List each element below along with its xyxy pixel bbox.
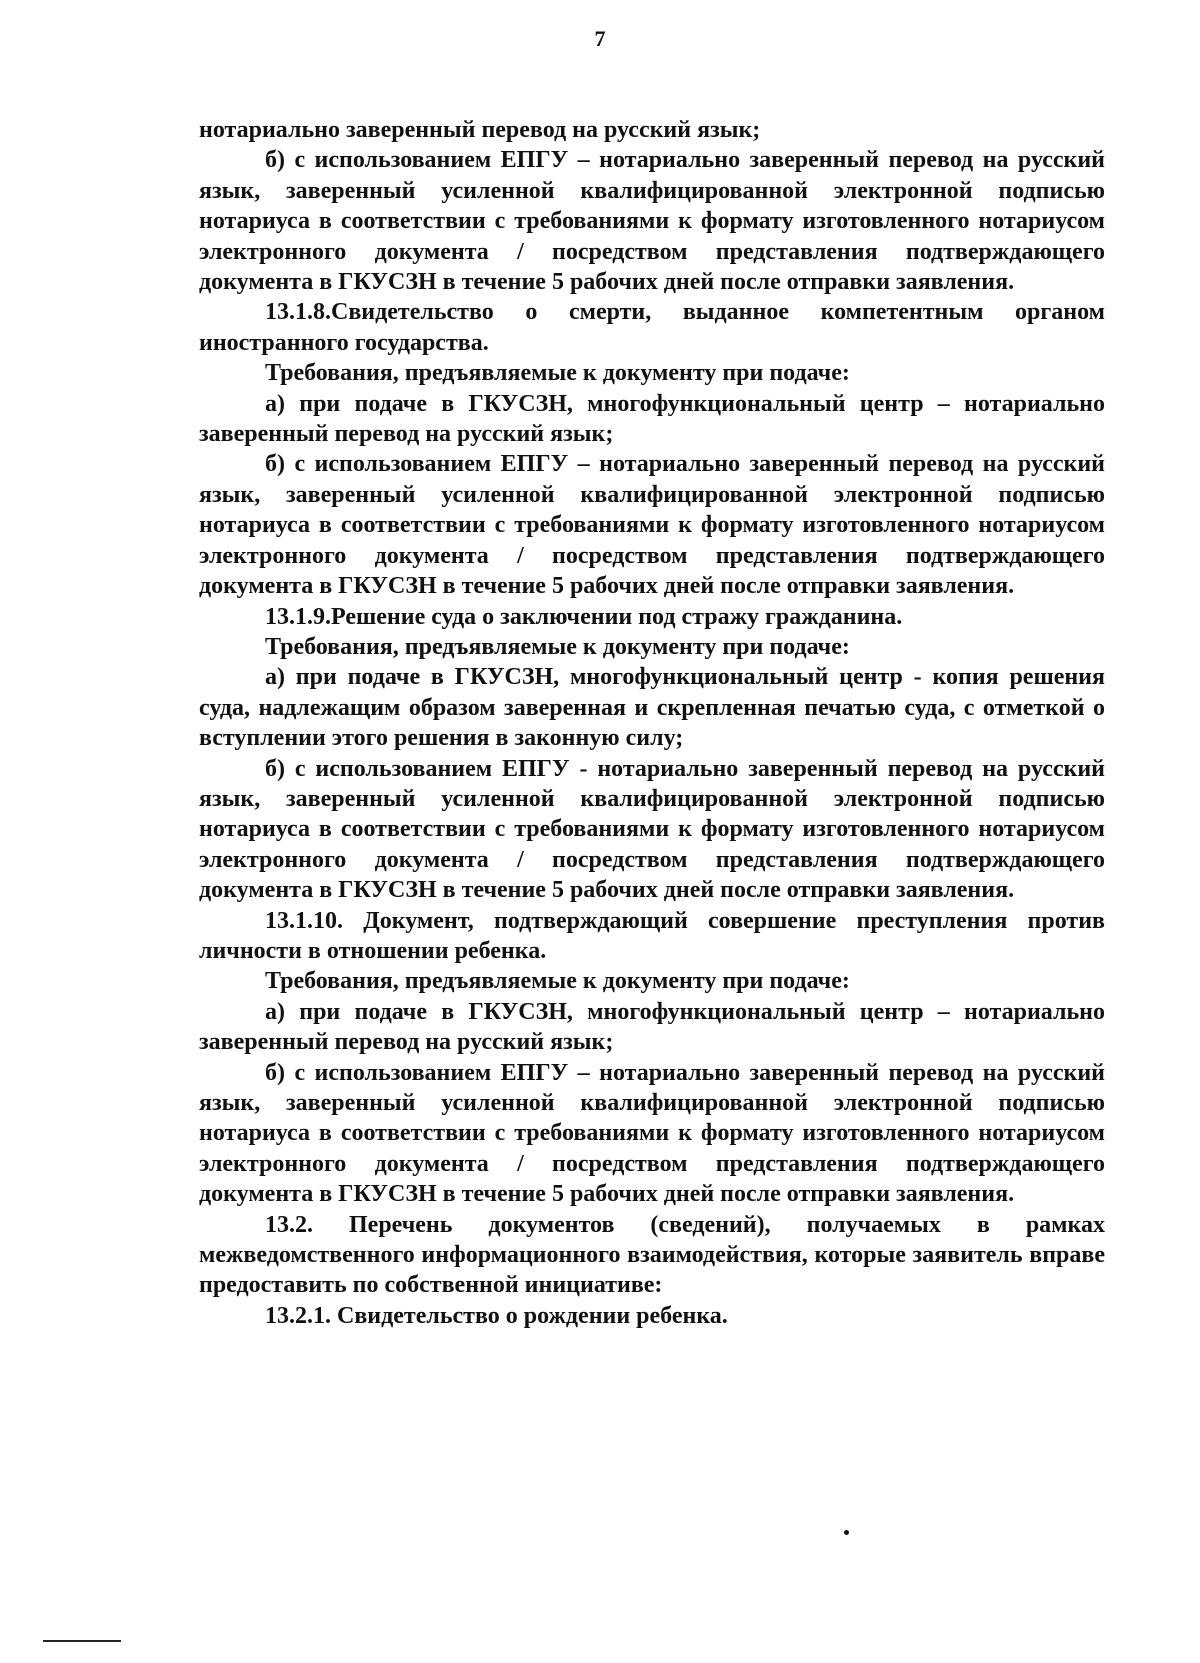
paragraph: Требования, предъявляемые к документу при подаче: — [265, 360, 850, 387]
list-item: а) при подаче в ГКУСЗН, многофункциональный центр – нотариально заверенный перевод на русский язык; — [199, 390, 1105, 448]
paragraph: Требования, предъявляемые к документу при подаче: — [265, 968, 850, 995]
list-item: а) при подаче в ГКУСЗН, многофункциональный центр – нотариально заверенный перевод на русский язык; — [199, 998, 1105, 1056]
section-heading: 13.2.1. Свидетельство о рождении ребенка. — [265, 1302, 728, 1329]
section-heading: 13.2. Перечень документов (сведений), получаемых в рамках межведомственного информационного взаимодействия, которые заявитель вправе предоставить по собственной инициативе: — [199, 1211, 1105, 1299]
list-item: б) с использованием ЕПГУ - нотариально заверенный перевод на русский язык, заверенный усиленной квалифицированной электронной подписью нотариуса в соответствии с требованиями к формату изготовленного нотариусом электронного документа / посредством представления подтверждающего документа в ГКУСЗН в течение 5 рабочих дней после отправки заявления. — [199, 755, 1105, 904]
footnote-rule — [43, 1640, 121, 1642]
section-heading: 13.1.8.Свидетельство о смерти, выданное компетентным органом иностранного государства. — [199, 299, 1105, 356]
list-item: а) при подаче в ГКУСЗН, многофункциональный центр - копия решения суда, надлежащим образом заверенная и скрепленная печатью суда, с отметкой о вступлении этого решения в законную силу; — [199, 664, 1105, 752]
document-body — [199, 115, 1105, 1331]
section-heading: 13.1.9.Решение суда о заключении под стражу гражданина. — [265, 603, 903, 630]
section-heading: 13.1.10. Документ, подтверждающий совершение преступления против личности в отношении ребенка. — [199, 907, 1105, 964]
scan-dot — [844, 1530, 849, 1535]
list-item: б) с использованием ЕПГУ – нотариально заверенный перевод на русский язык, заверенный усиленной квалифицированной электронной подписью нотариуса в соответствии с требованиями к формату изготовленного нотариусом электронного документа / посредством представления подтверждающего документа в ГКУСЗН в течение 5 рабочих дней после отправки заявления. — [199, 451, 1105, 600]
paragraph: нотариально заверенный перевод на русский язык; — [199, 117, 761, 143]
page-number: 7 — [594, 26, 606, 51]
list-item: б) с использованием ЕПГУ – нотариально заверенный перевод на русский язык, заверенный усиленной квалифицированной электронной подписью нотариуса в соответствии с требованиями к формату изготовленного нотариусом электронного документа / посредством представления подтверждающего документа в ГКУСЗН в течение 5 рабочих дней после отправки заявления. — [199, 1059, 1105, 1208]
paragraph: Требования, предъявляемые к документу при подаче: — [265, 633, 850, 660]
paragraph: б) с использованием ЕПГУ – нотариально заверенный перевод на русский язык, заверенный усиленной квалифицированной электронной подписью нотариуса в соответствии с требованиями к формату изготовленного нотариусом электронного документа / посредством представления подтверждающего документа в ГКУСЗН в течение 5 рабочих дней после отправки заявления. — [199, 147, 1105, 296]
